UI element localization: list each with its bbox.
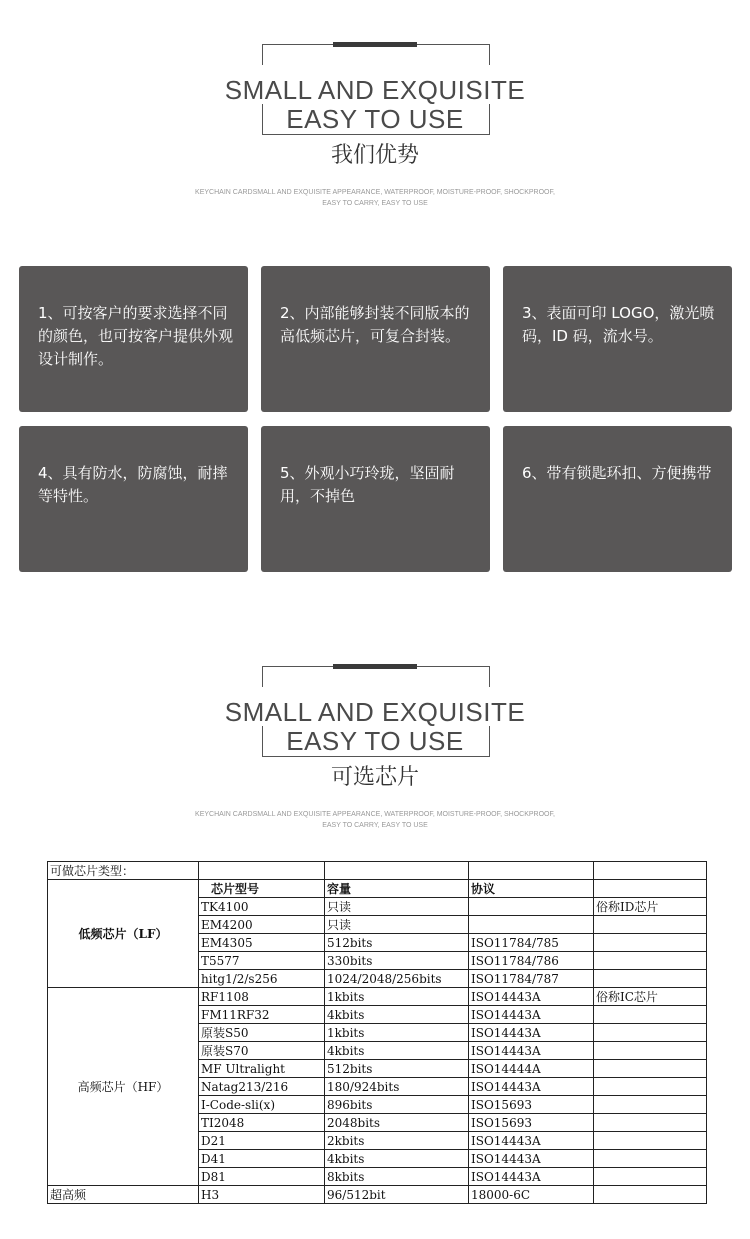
table-cell — [594, 1096, 707, 1114]
chip-types-table — [47, 861, 707, 1204]
table-cell: 330bits — [325, 952, 469, 970]
table-cell — [594, 1186, 707, 1204]
table-cell — [594, 970, 707, 988]
table-row — [48, 988, 707, 1006]
table-cell: ISO14444A — [469, 1060, 594, 1078]
table-cell: 2kbits — [325, 1132, 469, 1150]
table-cell — [594, 1060, 707, 1078]
table-cell — [594, 1042, 707, 1060]
frame-accent-bar — [333, 42, 417, 47]
table-cell: D81 — [199, 1168, 325, 1186]
table-cell: MF Ultralight — [199, 1060, 325, 1078]
table-cell: ISO14443A — [469, 1132, 594, 1150]
table-caption-row — [48, 862, 707, 880]
table-cell: 512bits — [325, 1060, 469, 1078]
header-chip-model: 芯片型号 — [199, 880, 325, 898]
subtitle-line1: KEYCHAIN CARDSMALL AND EXQUISITE APPEARANCE, WATERPROOF, MOISTURE-PROOF, SHOCKPROOF, — [195, 811, 555, 818]
section-title-cn: 可选芯片 — [0, 764, 750, 792]
table-cell: Natag213/216 — [199, 1078, 325, 1096]
table-cell: D21 — [199, 1132, 325, 1150]
table-cell: 896bits — [325, 1096, 469, 1114]
table-cell: ISO14443A — [469, 1042, 594, 1060]
table-cell: RF1108 — [199, 988, 325, 1006]
headline-line1: SMALL AND EXQUISITE — [224, 697, 526, 727]
table-cell — [594, 1132, 707, 1150]
subtitle-line2: EASY TO CARRY, EASY TO USE — [322, 200, 428, 207]
table-cell — [469, 916, 594, 934]
table-cell: 1kbits — [325, 1024, 469, 1042]
table-caption: 可做芯片类型： — [48, 862, 199, 880]
table-cell: 1kbits — [325, 988, 469, 1006]
table-cell: 俗称IC芯片 — [594, 988, 707, 1006]
feature-card-1: 1、可按客户的要求选择不同的颜色，也可按客户提供外观 设计制作。 — [19, 266, 248, 412]
table-cell: 512bits — [325, 934, 469, 952]
header-capacity: 容量 — [325, 880, 469, 898]
table-cell: 俗称ID芯片 — [594, 898, 707, 916]
table-cell: EM4200 — [199, 916, 325, 934]
group-label-hf: 高频芯片（HF） — [48, 988, 199, 1186]
table-cell — [594, 1168, 707, 1186]
table-cell: ISO14443A — [469, 1150, 594, 1168]
table-cell — [594, 1006, 707, 1024]
table-cell: 只读 — [325, 916, 469, 934]
table-cell — [594, 1114, 707, 1132]
table-cell: D41 — [199, 1150, 325, 1168]
feature-card-5: 5、外观小巧玲珑，坚固耐用，不掉色 — [261, 426, 490, 572]
table-header-row — [48, 880, 707, 898]
table-cell — [594, 934, 707, 952]
table-cell: FM11RF32 — [199, 1006, 325, 1024]
table-cell — [594, 1150, 707, 1168]
table-cell: ISO11784/786 — [469, 952, 594, 970]
table-cell: 4kbits — [325, 1042, 469, 1060]
table-cell: ISO11784/785 — [469, 934, 594, 952]
feature-card-3: 3、表面可印 LOGO，激光喷码，ID 码，流水号。 — [503, 266, 732, 412]
table-cell: 8kbits — [325, 1168, 469, 1186]
section-header-advantages — [0, 44, 750, 214]
table-cell: EM4305 — [199, 934, 325, 952]
frame-accent-bar — [333, 664, 417, 669]
table-cell: 180/924bits — [325, 1078, 469, 1096]
headline-line1: SMALL AND EXQUISITE — [224, 75, 526, 105]
table-cell: TI2048 — [199, 1114, 325, 1132]
header-protocol: 协议 — [469, 880, 594, 898]
table-cell — [594, 1024, 707, 1042]
table-cell — [594, 916, 707, 934]
feature-card-2: 2、内部能够封装不同版本的高低频芯片，可复合封装。 — [261, 266, 490, 412]
table-cell: 4kbits — [325, 1150, 469, 1168]
table-cell: hitg1/2/s256 — [199, 970, 325, 988]
table-cell: 1024/2048/256bits — [325, 970, 469, 988]
table-row — [48, 1186, 707, 1204]
table-cell: TK4100 — [199, 898, 325, 916]
group-label-uhf: 超高频 — [48, 1186, 199, 1204]
subtitle-line1: KEYCHAIN CARDSMALL AND EXQUISITE APPEARANCE, WATERPROOF, MOISTURE-PROOF, SHOCKPROOF, — [195, 189, 555, 196]
table-cell: 原装S70 — [199, 1042, 325, 1060]
section-header-chips — [0, 666, 750, 836]
table-cell: 4kbits — [325, 1006, 469, 1024]
table-cell — [594, 1078, 707, 1096]
table-cell: ISO15693 — [469, 1114, 594, 1132]
table-cell: ISO14443A — [469, 988, 594, 1006]
table-cell: ISO15693 — [469, 1096, 594, 1114]
table-cell: 只读 — [325, 898, 469, 916]
headline-line2: EASY TO USE — [286, 104, 464, 134]
table-cell: 18000-6C — [469, 1186, 594, 1204]
table-cell: ISO14443A — [469, 1006, 594, 1024]
table-cell: ISO11784/787 — [469, 970, 594, 988]
group-label-lf: 低频芯片（LF） — [48, 880, 199, 988]
table-cell: T5577 — [199, 952, 325, 970]
table-cell: H3 — [199, 1186, 325, 1204]
headline-line2: EASY TO USE — [286, 726, 464, 756]
table-cell: 原装S50 — [199, 1024, 325, 1042]
table-cell: 96/512bit — [325, 1186, 469, 1204]
table-cell: ISO14443A — [469, 1078, 594, 1096]
section-title-cn: 我们优势 — [0, 142, 750, 170]
table-cell: ISO14443A — [469, 1168, 594, 1186]
table-cell: ISO14443A — [469, 1024, 594, 1042]
table-cell — [469, 898, 594, 916]
feature-card-4: 4、具有防水，防腐蚀，耐摔等特性。 — [19, 426, 248, 572]
feature-card-6: 6、带有锁匙环扣、方便携带 — [503, 426, 732, 572]
subtitle-line2: EASY TO CARRY, EASY TO USE — [322, 822, 428, 829]
table-cell — [594, 952, 707, 970]
frame-top-bracket — [262, 666, 490, 687]
table-cell: I-Code-sli(x) — [199, 1096, 325, 1114]
table-cell: 2048bits — [325, 1114, 469, 1132]
frame-top-bracket — [262, 44, 490, 65]
